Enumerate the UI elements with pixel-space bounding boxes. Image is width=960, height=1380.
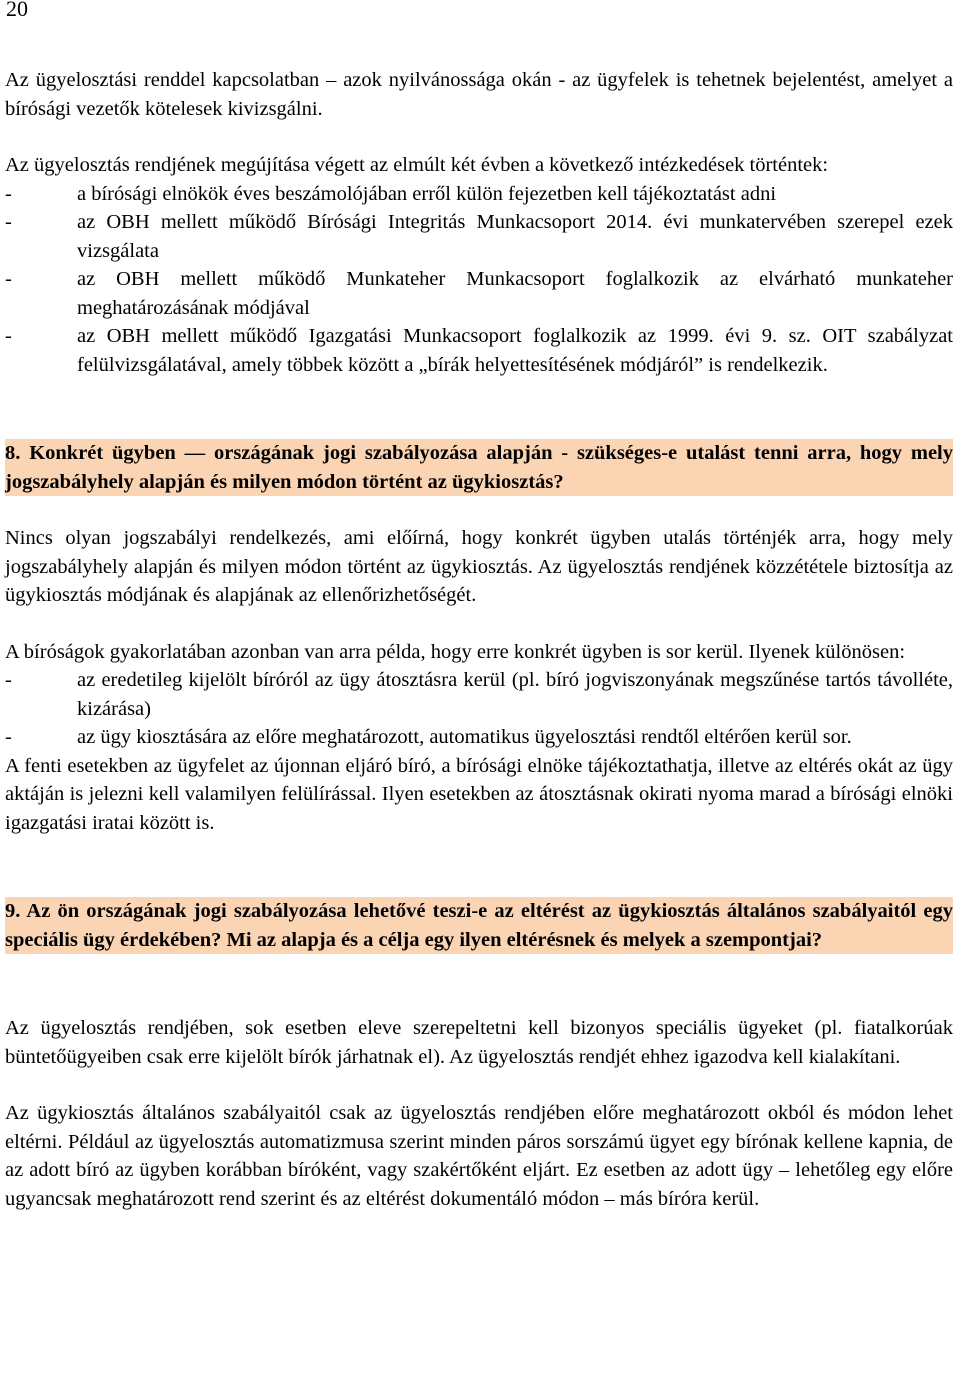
measures-list bbox=[5, 180, 953, 380]
list-dash: - bbox=[5, 726, 12, 748]
practice-list bbox=[5, 666, 953, 752]
list-dash: - bbox=[5, 268, 12, 290]
list-item bbox=[5, 180, 953, 209]
list-item-text: a bírósági elnökök éves beszámolójában erről külön fejezetben kell tájékoztatást adni bbox=[77, 182, 777, 205]
list-dash: - bbox=[5, 669, 12, 691]
list-item bbox=[5, 265, 953, 322]
paragraph-practice-intro: A bíróságok gyakorlatában azonban van arra példa, hogy erre konkrét ügyben is sor kerül. Ilyenek különösen: bbox=[5, 640, 906, 663]
paragraph-special-cases: Az ügyelosztás rendjében, sok esetben eleve szerepeltetni kell bizonyos speciális ügyeket (pl. fiatalkorúak büntetőügyeiben csak erre kijelölt bírók járhatnak el). Az ügyelosztás rendjét ehhez igazodva kell kialakítani. bbox=[5, 1017, 953, 1068]
list-dash: - bbox=[5, 211, 12, 233]
paragraph-deviation: Az ügykiosztás általános szabályaitól csak az ügyelosztás rendjében előre meghatározott okból és módon lehet eltérni. Például az ügyelosztás automatizmusa szerint minden páros sorszámú ügyet egy bírónak kellene kapnia, de az adott bíró az ügyben korábban bíróként, vagy szakértőként eljárt. Ez esetben az adott ügy – lehetőleg egy előre ugyancsak meghatározott rend szerint és az eltérést dokumentáló módon – más bíróra kerül. bbox=[5, 1102, 953, 1210]
list-dash: - bbox=[5, 325, 12, 347]
list-item bbox=[5, 208, 953, 265]
paragraph-no-rule: Nincs olyan jogszabályi rendelkezés, ami előírná, hogy konkrét ügyben utalás történjék arra, hogy mely jogszabályhely alapján és milyen módon történt az ügykiosztás. Az ügyelosztás rendjének közzététele biztosítja az ügykiosztás módjának és alapjának az ellenőrizhetőségét. bbox=[5, 527, 953, 606]
list-item bbox=[5, 723, 953, 752]
paragraph-notification: A fenti esetekben az ügyfelet az újonnan eljáró bíró, a bírósági elnöke tájékoztathatja, illetve az eltérés okát az ügy aktáján is jelezni kell valamilyen felülírással. Ilyen esetekben az átosztásnak okirati nyoma marad a bírósági elnöki igazgatási iratai között is. bbox=[5, 754, 953, 834]
list-item-text: az eredetileg kijelölt bíróról az ügy átosztásra kerül (pl. bíró jogviszonyának megszűnése tartós távolléte, kizárása) bbox=[77, 669, 953, 720]
list-item-text: az OBH mellett működő Munkateher Munkacsoport foglalkozik az elvárható munkateher meghatározásának módjával bbox=[77, 268, 953, 319]
list-item bbox=[5, 322, 953, 379]
list-item-text: az OBH mellett működő Igazgatási Munkacsoport foglalkozik az 1999. évi 9. sz. OIT szabályzat felülvizsgálatával, amely többek között a „bírák helyettesítésének módjáról” is rendelkezik. bbox=[77, 325, 953, 376]
page-number: 20 bbox=[6, 0, 28, 21]
list-dash: - bbox=[5, 182, 12, 205]
question-9-heading: 9. Az ön országának jogi szabályozása lehetővé teszi-e az eltérést az ügykiosztás általános szabályaitól egy speciális ügy érdekében? Mi az alapja és a célja egy ilyen eltérésnek és melyek a szempontjai? bbox=[5, 897, 953, 954]
document-body bbox=[5, 66, 953, 1213]
list-item bbox=[5, 666, 953, 723]
list-item-text: az OBH mellett működő Bírósági Integritás Munkacsoport 2014. évi munkatervében szerepel ezek vizsgálata bbox=[77, 211, 953, 262]
question-8-heading: 8. Konkrét ügyben — országának jogi szabályozása alapján - szükséges-e utalást tenni arra, hogy mely jogszabályhely alapján és milyen módon történt az ügykiosztás? bbox=[5, 439, 953, 496]
list-item-text: az ügy kiosztására az előre meghatározott, automatikus ügyelosztási rendtől eltérően kerül sor. bbox=[77, 726, 852, 748]
paragraph-measures-intro: Az ügyelosztás rendjének megújítása végett az elmúlt két évben a következő intézkedések történtek: bbox=[5, 154, 829, 176]
paragraph-complaints: Az ügyelosztási renddel kapcsolatban – azok nyilvánossága okán - az ügyfelek is tehetnek bejelentést, amelyet a bírósági vezetők kötelesek kivizsgálni. bbox=[5, 69, 953, 120]
